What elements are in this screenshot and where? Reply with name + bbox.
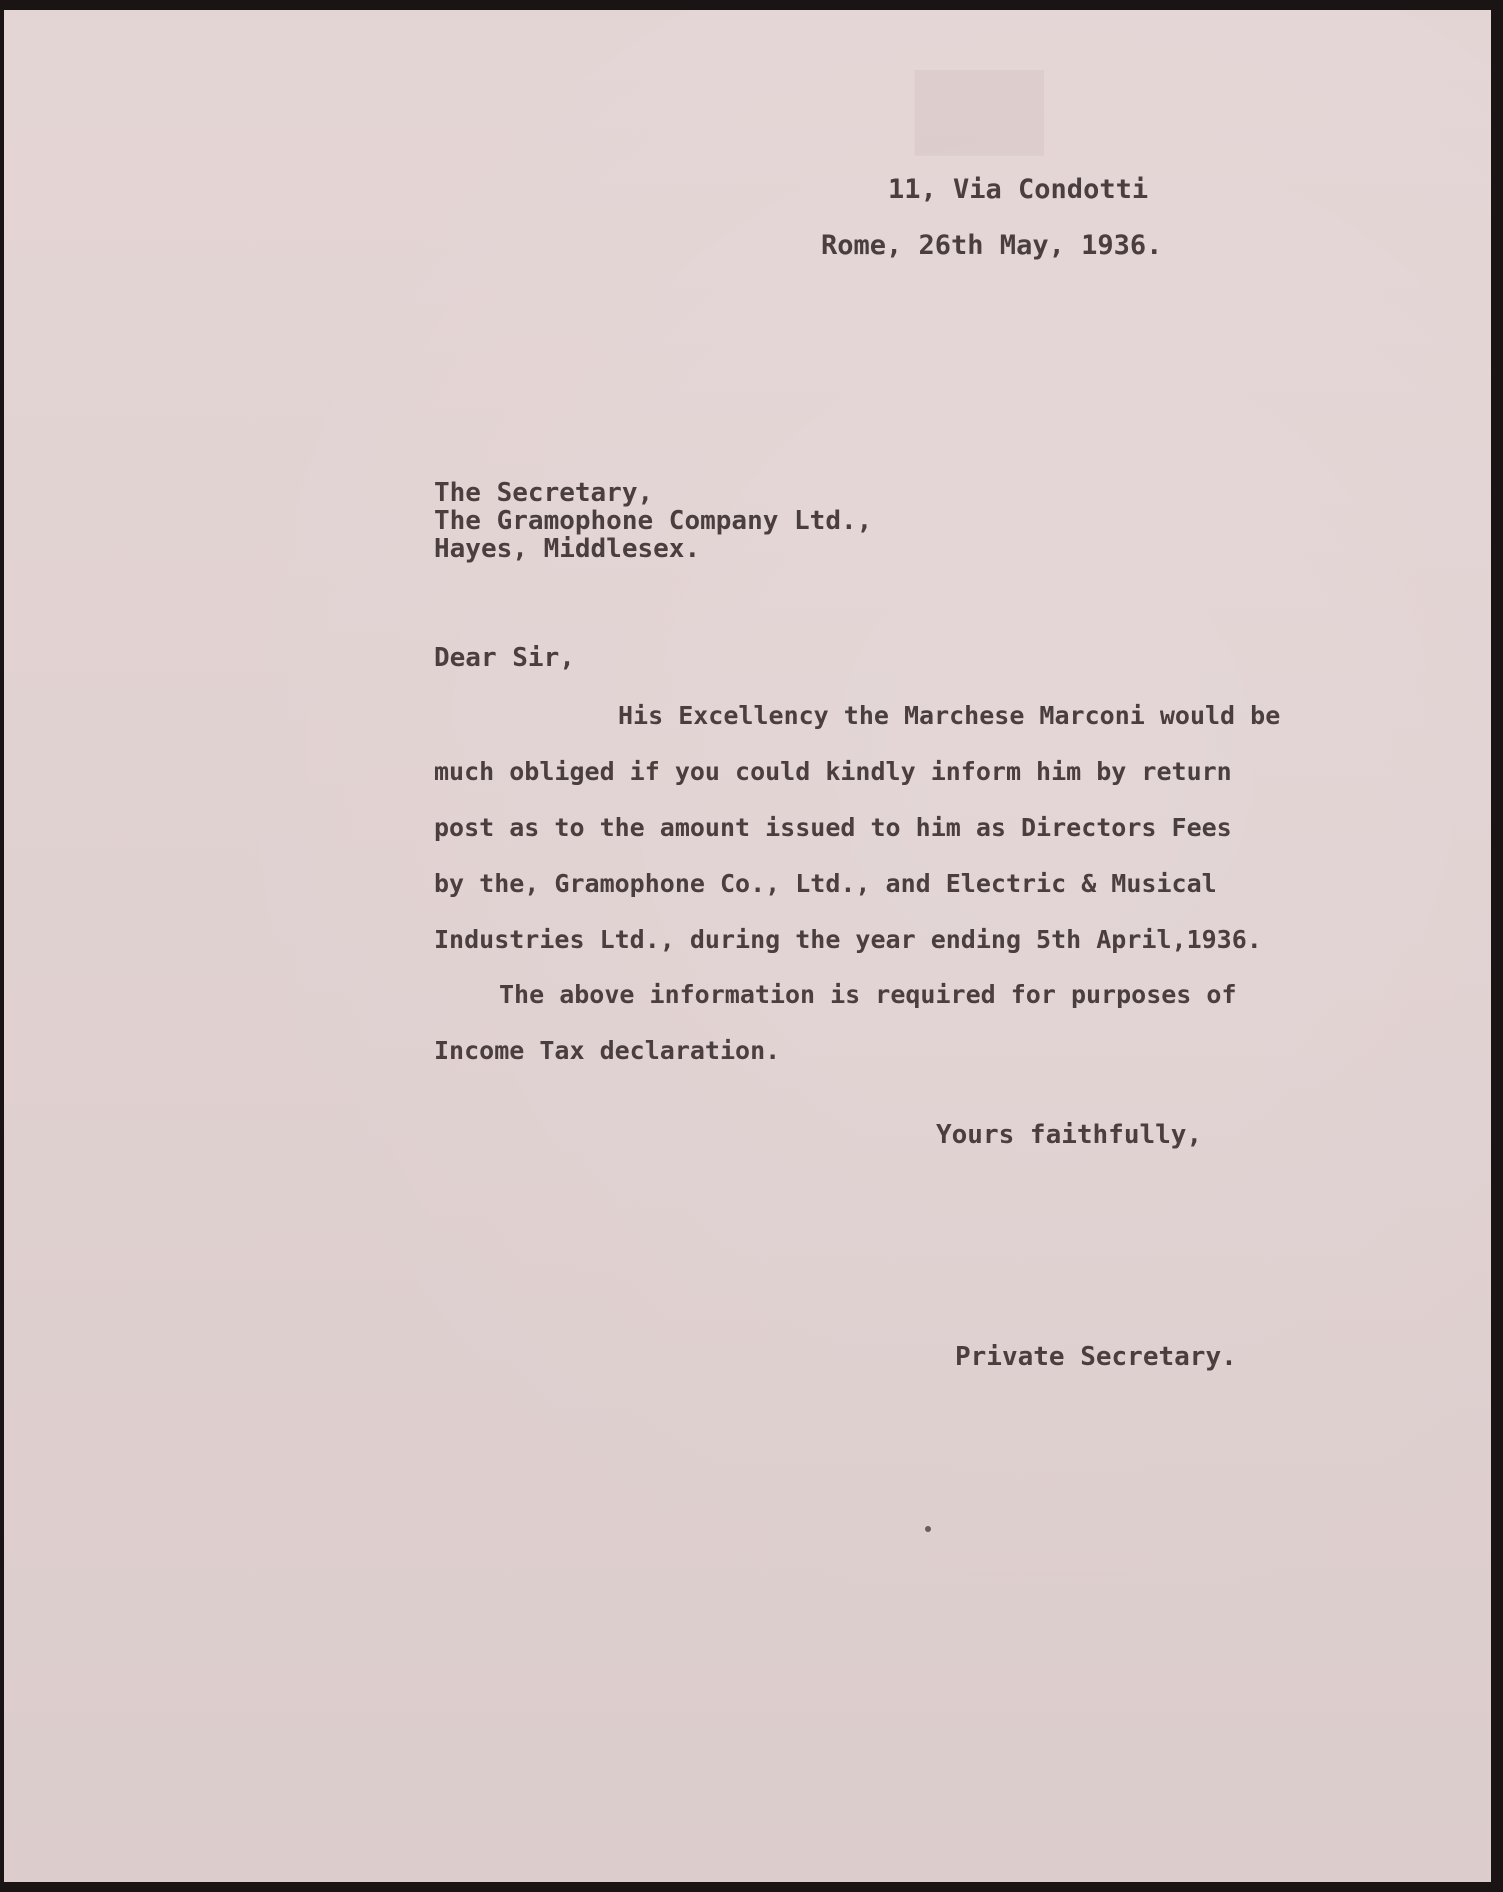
body-line-3: post as to the amount issued to him as Directors Fees: [434, 813, 1232, 842]
paper-watermark: █: [916, 70, 1044, 161]
letter-page: [4, 10, 1491, 1882]
body-line-5: Industries Ltd., during the year ending 5th April,1936.: [434, 925, 1262, 954]
body-line-6: The above information is required for purposes of: [499, 980, 1237, 1009]
salutation: Dear Sir,: [434, 643, 575, 673]
closing: Yours faithfully,: [936, 1120, 1203, 1150]
body-line-1: His Excellency the Marchese Marconi would be: [618, 701, 1281, 730]
ink-speck: [925, 1526, 931, 1532]
signature-title: Private Secretary.: [955, 1342, 1237, 1372]
recipient-line-1: The Secretary,: [434, 478, 654, 508]
body-line-2: much obliged if you could kindly inform him by return: [434, 757, 1232, 786]
recipient-line-3: Hayes, Middlesex.: [434, 534, 701, 564]
recipient-line-2: The Gramophone Company Ltd.,: [434, 506, 873, 536]
sender-street: 11, Via Condotti: [888, 174, 1149, 205]
letter-date: Rome, 26th May, 1936.: [821, 230, 1163, 261]
body-line-7: Income Tax declaration.: [434, 1036, 781, 1065]
body-line-4: by the, Gramophone Co., Ltd., and Electric & Musical: [434, 869, 1217, 898]
